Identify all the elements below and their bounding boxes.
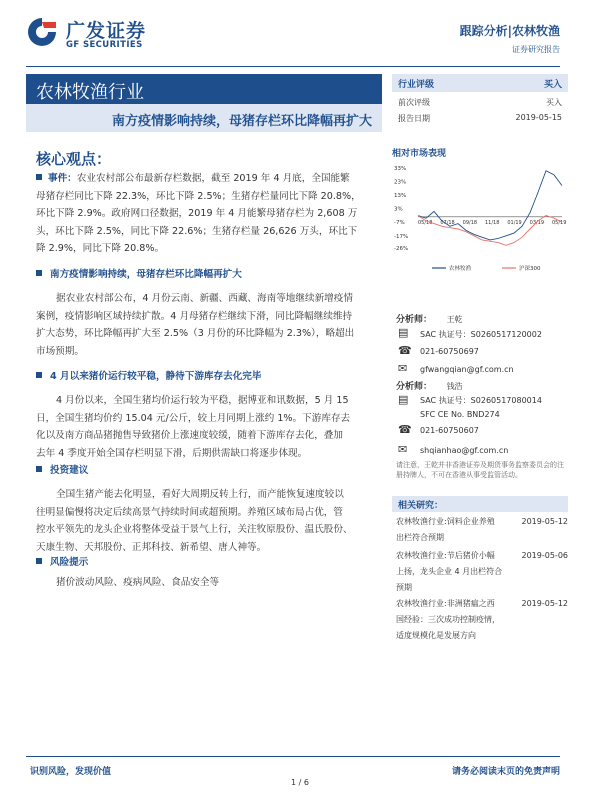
related-item-line: 预期: [396, 583, 412, 592]
analyst-2-name-row: [396, 379, 463, 392]
legend-label: 沪深300: [519, 266, 541, 272]
logo-text-cn: 广发证券: [66, 20, 147, 42]
event-line: 母猪存栏同比下降 22.3%，环比下降 2.5%；生猪存栏量同比下降 20.8%，: [36, 190, 361, 202]
footer-slogan: 识别风险，发现价值: [30, 767, 112, 777]
x-tick-label: 05/19: [552, 219, 567, 226]
previous-rating-label: 前次评级: [398, 98, 430, 107]
analyst-phone: 021-60750607: [420, 426, 479, 435]
point-1-paragraph: [36, 290, 380, 360]
report-date-label: 报告日期: [398, 114, 430, 123]
point-3-paragraph: [36, 486, 380, 556]
industry-title: 农林牧渔行业: [26, 74, 382, 104]
point-2-heading: [36, 368, 261, 382]
x-tick-label: 11/18: [485, 219, 500, 226]
analyst-label: 分析师：: [396, 315, 433, 325]
id-card-icon: ▤: [398, 393, 409, 406]
id-card-icon: ▤: [398, 326, 409, 339]
related-item-date: 2019-05-12: [521, 517, 568, 526]
bullet-icon: [36, 466, 42, 472]
analyst-label: 分析师：: [396, 382, 433, 392]
x-tick-label: 05/18: [418, 219, 433, 226]
gf-logo-icon: [26, 16, 58, 48]
analyst-ce: SFC CE No. BND274: [420, 410, 500, 419]
event-line: [36, 170, 380, 188]
related-item-line: 出栏符合预期: [396, 533, 444, 542]
relative-performance-chart: [392, 158, 568, 278]
point-1-line: 案例，疫情影响区域持续扩散。4 月母猪存栏继续下滑，同比降幅继续维持: [36, 310, 353, 322]
point-3-line: 控水平领先的龙头企业将整体受益于景气上行，关注牧原股份、温氏股份、: [36, 524, 353, 535]
phone-icon: ☎: [398, 344, 412, 357]
email-icon: ✉: [398, 362, 408, 375]
point-2-title: 4 月以来猪价运行较平稳，静待下游库存去化完毕: [50, 371, 262, 382]
x-tick-label: 01/19: [507, 219, 522, 226]
point-1-line: 扩大态势，环比降幅再扩大至 2.5%（3 月份的环比降幅为 2.3%），略超出: [36, 328, 355, 339]
report-headline: 南方疫情影响持续，母猪存栏环比降幅再扩大: [26, 104, 382, 132]
bullet-icon: [36, 558, 42, 564]
chart-title: 相对市场表现: [392, 149, 447, 159]
event-text: 农业农村部公布最新存栏数据，截至 2019 年 4 月底，全国能繁: [76, 173, 350, 184]
header-divider: [26, 66, 560, 67]
point-3-line: 全国生猪产能去化明显，看好大周期反转上行，而产能恢复速度较以: [56, 489, 344, 500]
y-tick-label: 13%: [394, 193, 407, 200]
point-4-title: 风险提示: [50, 557, 89, 568]
y-tick-label: -7%: [394, 220, 405, 227]
point-2-line: 化以及南方商品猪抛售导致猪价上涨速度较缓，随着下游库存去化，叠加: [36, 430, 343, 441]
footer-disclaimer-link[interactable]: 请务必阅读末页的免责声明: [451, 767, 560, 777]
point-2-line: 4 月份以来，全国生猪均价运行较为平稳，据博亚和讯数据，5 月 15: [56, 395, 349, 406]
y-tick-label: -26%: [394, 246, 409, 252]
company-logo: [26, 14, 166, 56]
analyst-sac: SAC 执证号：S0260517120002: [420, 330, 542, 339]
email-icon: ✉: [398, 443, 408, 456]
rating-value: 买入: [543, 80, 562, 90]
related-item-line: 适度规模化是发展方向: [396, 631, 476, 640]
y-tick-label: 23%: [394, 179, 407, 186]
related-item[interactable]: [396, 596, 572, 644]
logo-text-en: GF SECURITIES: [66, 40, 143, 50]
report-subtitle: 证券研究报告: [512, 45, 560, 54]
related-item-line: 上扬，龙头企业 4 月出栏符合: [396, 567, 503, 576]
analyst-name: 钱浩: [446, 382, 463, 391]
point-1-line: 据农业农村部公布，4 月份云南、新疆、西藏、海南等地继续新增疫情: [56, 293, 353, 304]
x-tick-label: 03/19: [529, 219, 545, 226]
bullet-icon: [36, 174, 42, 180]
x-tick-label: 09/18: [462, 219, 478, 226]
point-3-line: 往明显偏慢将决定后续高景气持续时间或超预期。养殖区域布局占优，管: [36, 506, 343, 518]
analyst-phone: 021-60750697: [420, 347, 479, 356]
analyst-email[interactable]: gfwangqian@gf.com.cn: [420, 365, 514, 374]
bullet-icon: [36, 270, 42, 276]
bullet-icon: [36, 372, 42, 378]
point-4-paragraph: [36, 574, 380, 592]
report-type: 跟踪分析|农林牧渔: [459, 24, 560, 38]
related-item-line: 国经验：三次成功控制疫情，: [396, 615, 500, 624]
related-item-line: 农林牧渔行业:节后猪价小幅: [396, 551, 495, 560]
event-line: 环比下降 2.9%。政府网口径数据，2019 年 4 月能繁母猪存栏为 2,608 万: [36, 208, 358, 219]
phone-icon: ☎: [398, 423, 412, 436]
point-1-heading: [36, 266, 242, 280]
previous-rating-value: 买入: [546, 98, 562, 107]
event-line: 头，环比下降 2.5%，同比下降 22.6%；生猪存栏量 26,626 万头，环比下: [36, 225, 358, 237]
x-tick-label: 07/18: [440, 219, 455, 226]
footer-divider: [26, 756, 560, 757]
disclaimer-note: 请注意，王乾并非香港证券及期货事务监察委员会的注册持牌人，不可在香港从事受监管活动。: [396, 461, 564, 479]
series-line-1: [418, 171, 562, 240]
point-1-line: 市场预期。: [36, 345, 84, 357]
related-item-date: 2019-05-06: [521, 551, 568, 560]
rating-label: 行业评级: [398, 80, 435, 90]
page-number: 1 / 6: [291, 778, 309, 787]
previous-rating-row: [392, 92, 568, 108]
analyst-sac: SAC 执证号：S0260517080014: [420, 396, 542, 405]
related-item-line: 农林牧渔行业:饲料企业养殖: [396, 517, 495, 526]
point-4-heading: [36, 554, 88, 568]
related-item[interactable]: [396, 514, 572, 546]
report-date-row: [392, 108, 568, 124]
related-item-date: 2019-05-12: [521, 599, 568, 608]
y-tick-label: 33%: [394, 166, 407, 172]
analyst-email[interactable]: shqianhao@gf.com.cn: [420, 446, 509, 455]
related-item[interactable]: [396, 548, 572, 596]
core-views-title: 核心观点：: [36, 150, 112, 168]
event-line: 降 2.9%，同比下降 20.8%。: [36, 243, 165, 254]
point-4-line: 猪价波动风险、疫病风险、食品安全等: [56, 577, 220, 588]
point-2-line: 日，全国生猪均价约 15.04 元/公斤，较上月同期上涨约 1%。下游库存去: [36, 412, 351, 424]
report-date-value: 2019-05-15: [515, 113, 562, 122]
analyst-name: 王乾: [446, 315, 463, 324]
rating-header: [392, 74, 568, 92]
point-3-heading: [36, 462, 88, 476]
event-label: 事件：: [48, 173, 77, 184]
rating-box: [392, 74, 568, 124]
y-tick-label: 3%: [394, 206, 403, 213]
y-tick-label: -17%: [394, 233, 409, 240]
analyst-1-name-row: [396, 312, 463, 325]
point-2-paragraph: [36, 392, 380, 462]
legend-label: 农林牧渔: [449, 266, 472, 272]
report-header: [460, 22, 560, 55]
related-item-line: 农林牧渔行业:非洲猪瘟之西: [396, 599, 495, 608]
related-research-header: 相关研究：: [392, 496, 568, 512]
event-paragraph: [36, 170, 380, 258]
point-3-title: 投资建议: [50, 465, 89, 476]
point-1-title: 南方疫情影响持续，母猪存栏环比降幅再扩大: [50, 269, 242, 280]
point-2-line: 去年 4 季度开始全国存栏明显下滑，后期供需缺口将逐步体现。: [36, 447, 308, 459]
point-3-line: 天康生物、天邦股份、正邦科技、新希望、唐人神等。: [36, 541, 267, 553]
